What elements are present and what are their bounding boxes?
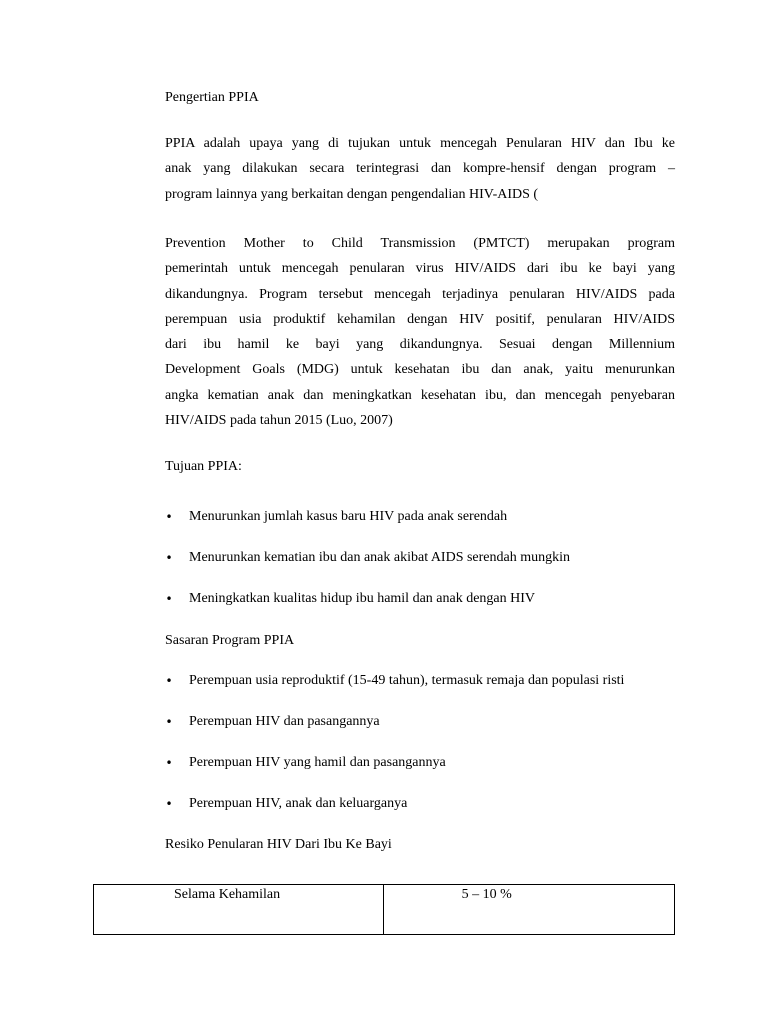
table-cell-risk: 5 – 10 % <box>383 885 674 935</box>
paragraph-line: dari ibu hamil ke bayi yang dikandungnya. Sesuai dengan Millennium <box>165 337 675 353</box>
paragraph-line: HIV/AIDS pada tahun 2015 (Luo, 2007) <box>165 413 393 429</box>
heading-pengertian: Pengertian PPIA <box>165 90 259 105</box>
bullet-icon: • <box>165 674 173 688</box>
bullet-icon: • <box>165 797 173 811</box>
list-item-text: Perempuan usia reproduktif (15-49 tahun), termasuk remaja dan populasi risti <box>189 673 625 688</box>
bullet-icon: • <box>165 592 173 606</box>
paragraph-line: program lainnya yang berkaitan dengan pengendalian HIV-AIDS ( <box>165 186 539 202</box>
list-item-text: Perempuan HIV dan pasangannya <box>189 714 380 729</box>
list-item-text: Menurunkan kematian ibu dan anak akibat AIDS serendah mungkin <box>189 550 571 565</box>
paragraph-line: anak yang dilakukan secara terintegrasi dan kompre-hensif dengan program – <box>165 161 675 177</box>
table-cell-period: Selama Kehamilan <box>94 885 384 935</box>
paragraph-pmtct <box>165 231 675 433</box>
bullet-icon: • <box>165 551 173 565</box>
paragraph-line: Prevention Mother to Child Transmission (PMTCT) merupakan program <box>165 236 675 251</box>
bullet-icon: • <box>165 715 173 729</box>
heading-sasaran: Sasaran Program PPIA <box>165 633 295 648</box>
paragraph-line: PPIA adalah upaya yang di tujukan untuk mencegah Penularan HIV dan Ibu ke <box>165 136 675 151</box>
paragraph-line: dikandungnya. Program tersebut mencegah terjadinya penularan HIV/AIDS pada <box>165 286 675 302</box>
paragraph-line: angka kematian anak dan meningkatkan kesehatan ibu, dan mencegah penyebaran <box>165 387 675 403</box>
table-row <box>94 885 675 935</box>
heading-resiko: Resiko Penularan HIV Dari Ibu Ke Bayi <box>165 837 392 852</box>
risk-table <box>93 884 675 935</box>
paragraph-ppia-definition <box>165 131 675 207</box>
heading-tujuan: Tujuan PPIA: <box>165 459 242 474</box>
paragraph-line: pemerintah untuk mencegah penularan virus HIV/AIDS dari ibu ke bayi yang <box>165 261 675 277</box>
list-item-text: Perempuan HIV yang hamil dan pasangannya <box>189 755 446 770</box>
list-item-text: Perempuan HIV, anak dan keluarganya <box>189 796 408 811</box>
bullet-icon: • <box>165 510 173 524</box>
list-item-text: Meningkatkan kualitas hidup ibu hamil dan anak dengan HIV <box>189 591 536 606</box>
list-item-text: Menurunkan jumlah kasus baru HIV pada anak serendah <box>189 509 508 524</box>
paragraph-line: Development Goals (MDG) untuk kesehatan ibu dan anak, yaitu menurunkan <box>165 362 675 378</box>
paragraph-line: perempuan usia produktif kehamilan dengan HIV positif, penularan HIV/AIDS <box>165 311 675 327</box>
bullet-icon: • <box>165 756 173 770</box>
